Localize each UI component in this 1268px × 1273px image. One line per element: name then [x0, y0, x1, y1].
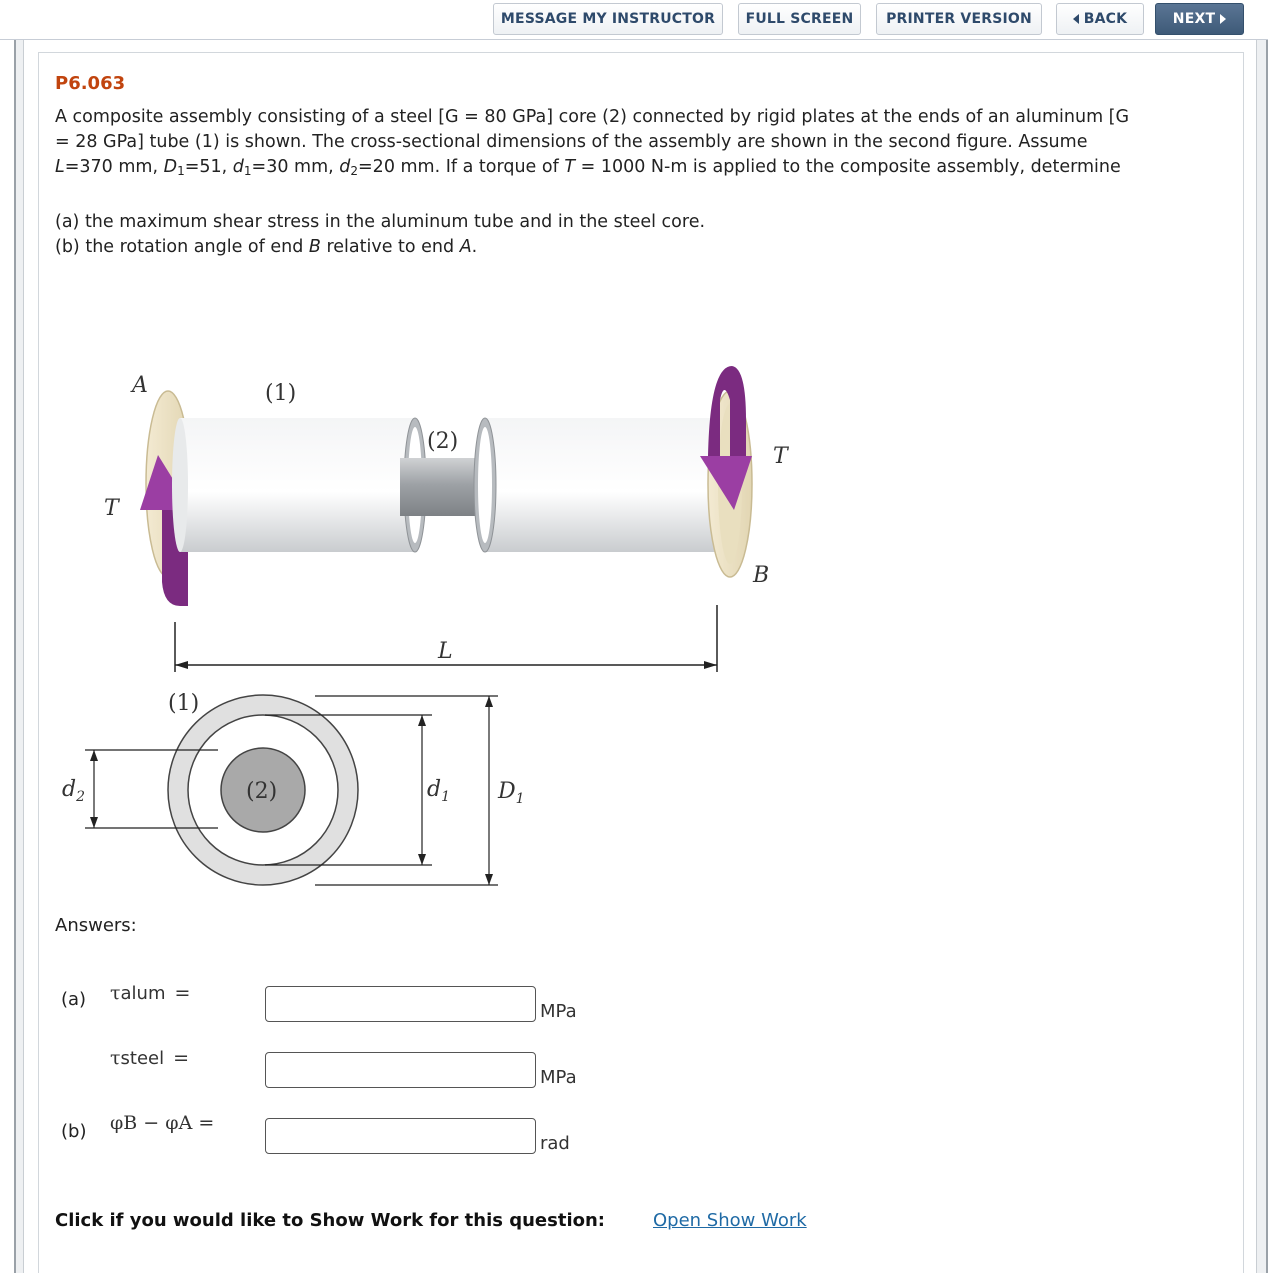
printer-version-label: PRINTER VERSION — [886, 11, 1032, 27]
show-work-prompt: Click if you would like to Show Work for this question: — [55, 1210, 605, 1231]
rotation-label — [110, 1112, 214, 1134]
label-1-section: (1) — [168, 691, 200, 716]
aluminum-tube-right — [485, 418, 725, 552]
svg-text:d2 — [62, 777, 85, 805]
given-d1-value: =30 mm, — [251, 157, 340, 177]
part-a-text: (a) the maximum shear stress in the aluminum tube and in the steel core. — [55, 212, 706, 232]
given-d2-value: =20 mm. If a torque of — [358, 157, 565, 177]
given-d2-symbol: d — [339, 157, 351, 177]
full-screen-label: FULL SCREEN — [745, 11, 854, 27]
tau-steel-symbol: τ — [110, 1047, 121, 1069]
given-d1-symbol: d — [232, 157, 244, 177]
message-instructor-label: MESSAGE MY INSTRUCTOR — [500, 11, 716, 27]
tau-alum-input[interactable] — [265, 986, 536, 1022]
label-2-section: (2) — [246, 779, 278, 804]
chevron-left-icon — [1073, 14, 1079, 24]
given-T-symbol: T — [564, 157, 576, 177]
aluminum-tube-left — [180, 418, 415, 552]
frame-left — [14, 40, 24, 1273]
frame-right — [1256, 40, 1268, 1273]
part-b-text-1: (b) the rotation angle of end — [55, 237, 309, 257]
tau-alum-subscript: alum — [120, 983, 166, 1004]
part-b-A: A — [459, 237, 472, 257]
label-2-top: (2) — [427, 429, 459, 454]
problem-line-2: = 28 GPa] tube (1) is shown. The cross-sectional dimensions of the assembly are shown in the second figure. Assume — [55, 132, 1088, 152]
label-D1-sub: 1 — [515, 791, 525, 807]
given-D1-value: =51, — [184, 157, 233, 177]
part-b-text-3: . — [471, 237, 478, 257]
tau-alum-equals: = — [174, 982, 191, 1004]
label-d2: d — [62, 777, 77, 802]
rotation-symbol: φB − φA = — [110, 1112, 215, 1134]
chevron-right-icon — [1220, 14, 1226, 24]
part-b-text-2: relative to end — [320, 237, 460, 257]
given-T-value: = 1000 N-m is applied to the composite assembly, determine — [575, 157, 1121, 177]
full-screen-button[interactable] — [738, 3, 861, 35]
back-button[interactable] — [1056, 3, 1144, 35]
tau-alum-label — [110, 982, 190, 1004]
label-d1: d — [427, 777, 442, 802]
label-d2-sub: 2 — [76, 789, 86, 805]
svg-text:d1 — [427, 777, 450, 805]
rotation-unit: rad — [540, 1133, 570, 1154]
tau-steel-label — [110, 1047, 189, 1069]
back-label: BACK — [1083, 11, 1128, 27]
label-a: A — [132, 373, 148, 398]
printer-version-button[interactable] — [876, 3, 1042, 35]
label-D1: D — [498, 779, 516, 804]
given-L-value: =370 mm, — [64, 157, 164, 177]
question-id: P6.063 — [55, 73, 126, 94]
next-label: NEXT — [1172, 11, 1216, 27]
tau-alum-unit: MPa — [540, 1001, 577, 1022]
label-d1-sub: 1 — [441, 789, 451, 805]
label-t-left: T — [104, 496, 119, 521]
next-button[interactable] — [1155, 3, 1244, 35]
composite-shaft-figure — [40, 360, 820, 900]
rotation-input[interactable] — [265, 1118, 536, 1154]
problem-line-3 — [55, 155, 1121, 184]
given-D1-symbol: D — [163, 157, 178, 177]
label-t-right: T — [773, 444, 788, 469]
tau-alum-symbol: τ — [110, 982, 121, 1004]
tau-steel-input[interactable] — [265, 1052, 536, 1088]
given-D1-subscript: 1 — [177, 164, 185, 178]
part-a-label: (a) — [61, 989, 87, 1010]
tau-steel-unit: MPa — [540, 1067, 577, 1088]
given-d1-subscript: 1 — [243, 164, 252, 178]
label-1-top: (1) — [265, 381, 297, 406]
part-b-text — [55, 235, 477, 260]
given-L-symbol: L — [55, 157, 65, 177]
label-l: L — [438, 639, 453, 664]
part-b-B: B — [308, 237, 321, 257]
tau-steel-subscript: steel — [120, 1048, 165, 1069]
top-toolbar — [0, 0, 1268, 40]
open-show-work-link[interactable]: Open Show Work — [653, 1210, 807, 1231]
tau-steel-equals: = — [173, 1047, 190, 1069]
problem-line-1: A composite assembly consisting of a steel [G = 80 GPa] core (2) connected by rigid plates at the ends of an aluminum [G — [55, 107, 1130, 127]
label-b: B — [753, 563, 770, 588]
given-d2-subscript: 2 — [350, 164, 359, 178]
svg-text:D1 — [497, 779, 525, 807]
part-b-label: (b) — [61, 1121, 87, 1142]
message-instructor-button[interactable] — [493, 3, 723, 35]
answers-heading: Answers: — [55, 915, 137, 936]
